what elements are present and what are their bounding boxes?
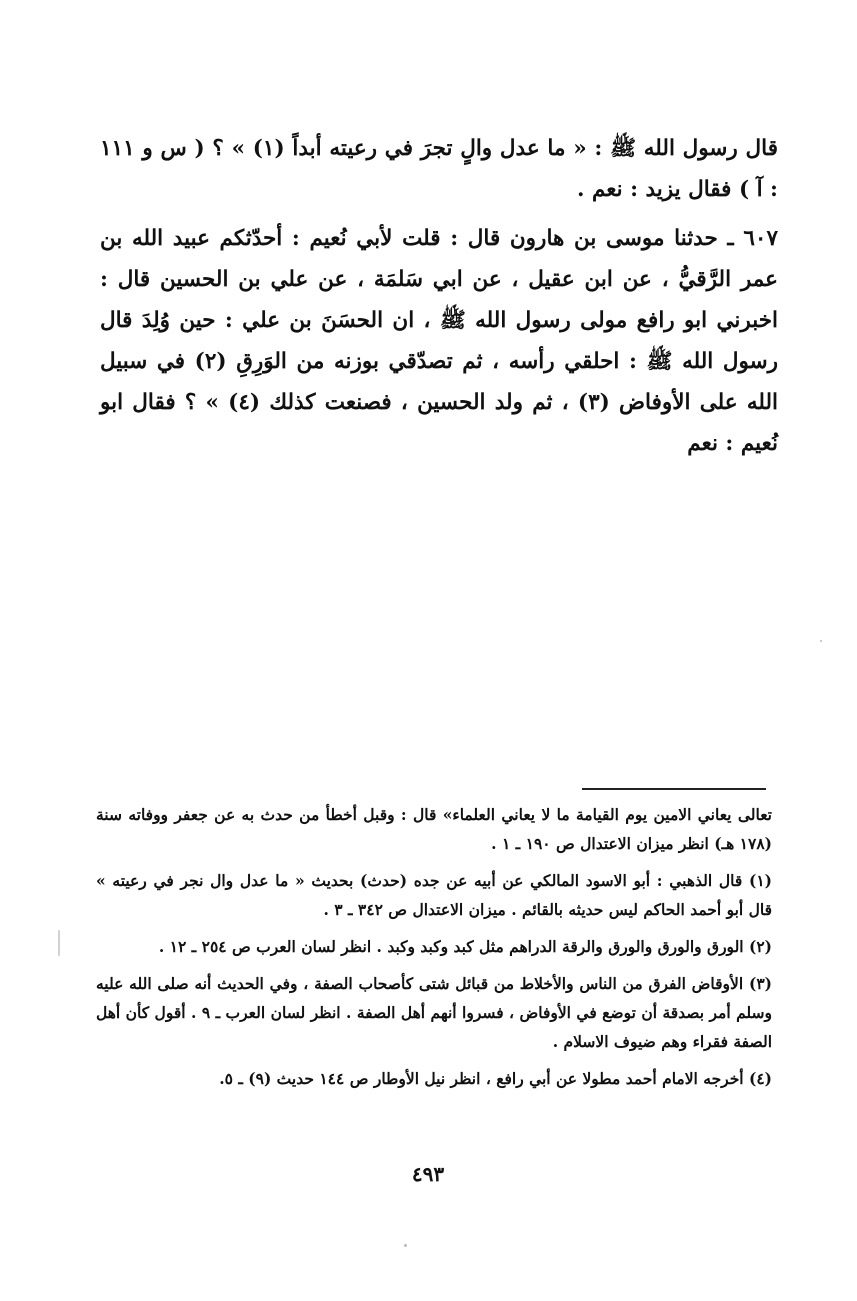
footnote-3: (٣) الأوقاض الفرق من الناس والأخلاط من قبائل شتى كأصحاب الصفة ، وفي الحديث أنه صلى الله عليه وسلم أمر بصدقة أن توضع في الأوفاض ، فسروا أنهم أهل الصفة . انظر لسان العرب ـ ٩ . أقول كأن أهل الصفة فقراء وهم ضيوف الاسلام . — [96, 974, 772, 1051]
footnote-1: (١) قال الذهبي : أبو الاسود المالكي عن أبيه عن جده (حدث) بحديث « ما عدل وال نجر في رعيته » قال أبو أحمد الحاكم ليس حديثه بالقائم . ميزان الاعتدال ص ٣٤٢ ـ ٣ . — [96, 871, 772, 919]
hadith-paragraph-607: ٦٠٧ ـ حدثنا موسى بن هارون قال : قلت لأبي نُعيم : أحدّثكم عبيد الله بن عمر الرَّقيُّ ، عن ابن عقيل ، عن ابي سَلمَة ، عن علي بن الحسين قال : اخبرني ابو رافع مولى رسول الله ﷺ ، ان الحسَنَ بن علي : حين وُلِدَ قال رسول الله ﷺ : احلقي رأسه ، ثم تصدّقي بوزنه من الوَرِقِ (٢) في سبيل الله على الأوفاض (٣) ، ثم ولد الحسين ، فصنعت كذلك (٤) » ؟ فقال ابو نُعيم : نعم — [100, 226, 778, 456]
scan-speck — [404, 1244, 407, 1247]
scan-speck — [58, 930, 60, 956]
scan-speck — [820, 640, 822, 642]
footnote-continuation: تعالى يعاني الامين يوم القيامة ما لا يعاني العلماء» قال : وقبل أخطأ من حدث به عن جعفر ووفاته سنة (١٧٨ هـ) انظر ميزان الاعتدال ص ١٩٠ ـ ١ . — [96, 805, 772, 853]
footnote-divider — [582, 788, 766, 790]
main-text-body — [100, 128, 778, 464]
page-number: ٤٩٣ — [411, 1162, 445, 1186]
footnotes-section — [96, 800, 772, 1101]
footnote-4: (٤) أخرجه الامام أحمد مطولا عن أبي رافع ، انظر نيل الأوطار ص ١٤٤ حديث (٩) ـ ٥. — [219, 1069, 772, 1088]
hadith-paragraph-1: قال رسول الله ﷺ : « ما عدل والٍ تجرَ في رعيته أبداً (١) » ؟ ( س و ١١١ : آ ) فقال يزيد : نعم . — [100, 136, 778, 202]
footnote-2: (٢) الورق والورق والورق والرقة الدراهم مثل كبد وكبد وكبد . انظر لسان العرب ص ٢٥٤ ـ ١٢ . — [158, 937, 772, 956]
